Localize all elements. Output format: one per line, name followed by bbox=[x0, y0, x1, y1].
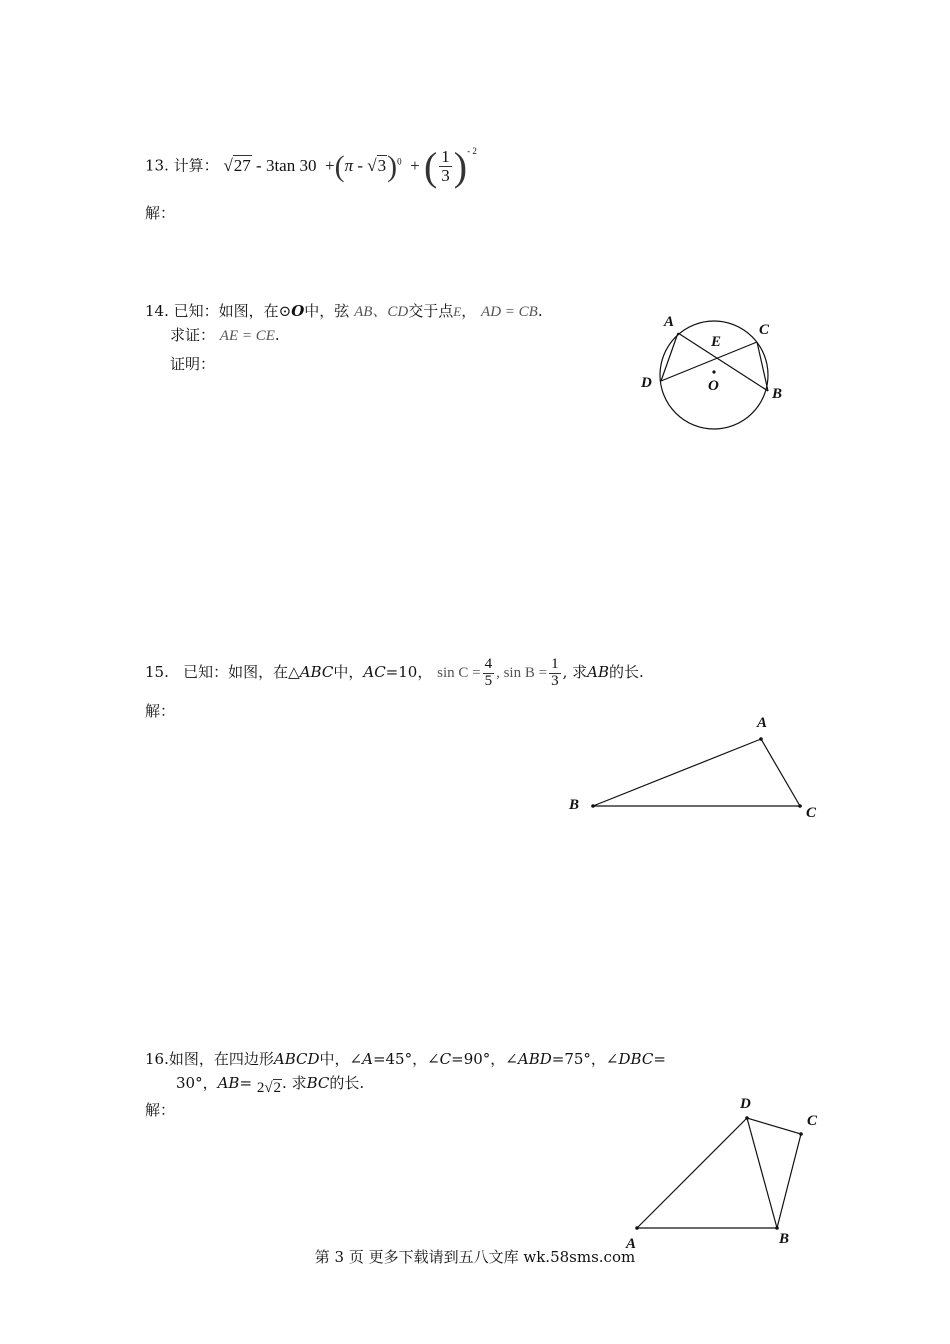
chord-ab bbox=[678, 333, 768, 391]
label-A: A bbox=[664, 314, 675, 330]
vertex-b bbox=[591, 804, 595, 808]
problem-16-answer-label: 解： bbox=[145, 1101, 176, 1119]
vertex-d bbox=[745, 1116, 749, 1120]
page-footer: 第 3 页 更多下载请到五八文库 wk.58sms.com bbox=[314, 1248, 636, 1266]
problem-14-prove: 求证： AE = CE. bbox=[170, 326, 280, 344]
vertex-c bbox=[799, 1132, 803, 1136]
problem-16-line1: 16.如图，在四边形ABCD中，∠A=45°，∠C=90°，∠ABD=75°，∠DBC= bbox=[145, 1050, 666, 1068]
label-O: O bbox=[708, 378, 719, 394]
label-A: A bbox=[757, 715, 768, 731]
problem-13-answer-label: 解： bbox=[145, 204, 176, 222]
problem-14-proof-label: 证明： bbox=[170, 355, 216, 373]
label-B: B bbox=[779, 1231, 790, 1247]
vertex-a bbox=[759, 737, 763, 741]
problem-13 bbox=[145, 143, 477, 189]
label-A: A bbox=[626, 1236, 637, 1252]
problem-14-given: 14. 已知：如图，在⊙O中，弦 AB、CD交于点E， AD = CB. bbox=[145, 302, 543, 320]
problem-13-prompt: 计算： bbox=[173, 156, 219, 175]
problem-15-figure bbox=[560, 710, 830, 825]
fraction-one-third-b: $\frac{1}{3}$ bbox=[551, 655, 559, 689]
label-E: E bbox=[711, 334, 722, 350]
center-point bbox=[712, 370, 715, 373]
label-C: C bbox=[759, 322, 770, 338]
problem-13-expression: √27 - 3tan 30 +(π - √3)$^0$ + ( $\frac{1}{3}$ )$^{- 2}$ bbox=[223, 143, 477, 189]
label-C: C bbox=[807, 1113, 818, 1129]
problem-14-figure bbox=[630, 305, 810, 435]
segment-cb bbox=[757, 342, 768, 391]
quadrilateral-abcd bbox=[637, 1118, 801, 1228]
triangle-abc bbox=[593, 739, 800, 806]
fraction-one-third: $\frac{1}{3}$ bbox=[441, 147, 450, 186]
label-D: D bbox=[740, 1096, 751, 1112]
problem-15: 15. 已知：如图，在△ABC中，AC=10， sin C = $\frac{4}{5}$ , sin B = $\frac{1}{3}$ , 求AB的长. bbox=[145, 655, 644, 689]
problem-16-line2: 30°，AB= 2√2. 求BC的长. bbox=[176, 1074, 365, 1096]
problem-15-answer-label: 解： bbox=[145, 702, 176, 720]
label-B: B bbox=[569, 797, 580, 813]
vertex-a bbox=[635, 1226, 639, 1230]
sqrt-27: 27 bbox=[233, 155, 251, 175]
label-B: B bbox=[772, 386, 783, 402]
label-C: C bbox=[806, 805, 817, 821]
label-D: D bbox=[641, 375, 652, 391]
problem-16-figure bbox=[615, 1090, 830, 1255]
fraction-four-fifths: $\frac{4}{5}$ bbox=[484, 655, 493, 689]
problem-13-number: 13. bbox=[145, 156, 169, 175]
vertex-c bbox=[798, 804, 802, 808]
vertex-b bbox=[775, 1226, 779, 1230]
diagonal-bd bbox=[747, 1118, 777, 1228]
